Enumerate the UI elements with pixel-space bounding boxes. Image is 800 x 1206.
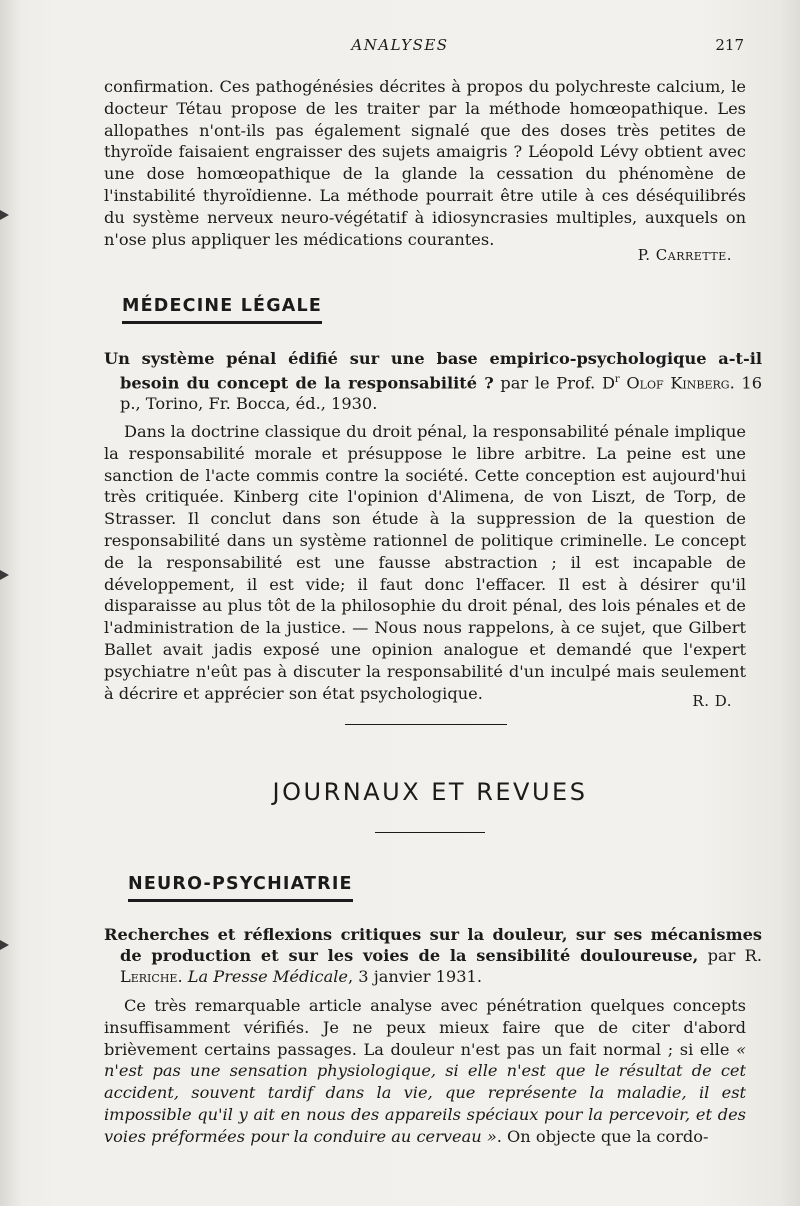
article-title-text: Un système pénal édifié sur une base empirico-psychologique a-t-il besoin du concept de la responsabilité ? — [104, 349, 762, 393]
article-ref-pre: par le Prof. D — [500, 373, 615, 393]
signature-rd: R. D. — [692, 692, 732, 710]
leriche-body-end: . On objecte que la cordo- — [496, 1126, 709, 1146]
section-heading-neuro-psychiatrie: NEURO-PSYCHIATRIE — [128, 874, 353, 902]
running-title: ANALYSES — [351, 36, 449, 54]
continuation-paragraph: confirmation. Ces pathogénésies décrites à propos du polychreste calcium, le docteur Tétau propose de les traiter par la méthode homœopathique. Les allopathes n'ont-ils pas également signalé que des doses très petites de thyroïde faisaient engraisser des sujets amaigris ? Léopold Lévy obtient avec une dose homœopathique de la glande la cessation du phénomène de l'instabilité thyroïdienne. La méthode pourrait être utile à ces déséquilibrés du système nerveux neuro-végétatif à idiosyncrasies multiples, auxquels on n'ose plus appliquer les médications courantes. — [104, 77, 746, 249]
article-ref-sup: r — [614, 374, 620, 385]
heading-journaux-et-revues: JOURNAUX ET REVUES — [272, 778, 588, 806]
margin-scan-mark — [0, 210, 9, 220]
running-head — [0, 36, 800, 56]
leriche-quote: « n'est pas une sensation physiologique, si elle n'est que le résultat de cet accident, souvent tardif dans la vie, que représente la maladie, il est impossible qu'il y ait en nous des appareils spéciaux pour la percevoir, et des voies préformées pour la conduire au cerveau » — [104, 1039, 746, 1146]
article-journal: La Presse Médicale — [187, 967, 349, 986]
kinberg-review-paragraph: Dans la doctrine classique du droit pénal, la responsabilité pénale implique la responsabilité morale et présuppose le libre arbitre. La peine est une sanction de l'acte commis contre la société. Cette conception est aujourd'hui très critiquée. Kinberg cite l'opinion d'Alimena, de von Liszt, de Torp, de Strasser. Il conclut dans son étude à la suppression de la question de responsabilité dans un système rationnel de politique criminelle. Le concept de la responsabilité est une fausse abstraction ; il est incapable de développement, il est vide; il faut donc l'effacer. Il est à désirer qu'il disparaisse au plus tôt de la philosophie du droit pénal, des lois pénales et de l'administration de la justice. — Nous nous rappelons, à ce sujet, que Gilbert Ballet avait jadis exposé une opinion analogue et demandé que l'expert psychiatre n'eût pas à discuter la responsabilité d'un inculpé mais seulement à décrire et apprécier son état psychologique. — [104, 422, 746, 703]
leriche-body-start: Ce très remarquable article analyse avec pénétration quelques concepts insuffisamment vérifiés. Je ne peux mieux faire que de citer d'abord brièvement certains passages. La douleur n'est pas un fait normal ; si elle — [104, 996, 746, 1059]
article-ref-post: . 16 p., Torino, Fr. Bocca, éd., 1930. — [120, 373, 763, 414]
article-title-kinberg — [104, 348, 762, 414]
signature-carrette: P. Carrette. — [637, 246, 732, 264]
page-number: 217 — [715, 36, 744, 54]
article-title-leriche: Recherches et réflexions critiques sur la douleur, sur ses mécanismes de production et sur les voies de la sensibilité douloureuse, par R. Leriche. La Presse Médicale, 3 janvier 1931. — [104, 925, 762, 986]
article-ref-pre-leriche: par — [707, 946, 736, 965]
separator-rule-short — [375, 832, 485, 833]
separator-rule — [345, 724, 507, 725]
section-heading-medecine-legale: MÉDECINE LÉGALE — [122, 296, 322, 324]
margin-scan-mark — [0, 940, 9, 950]
article-title-text-leriche: Recherches et réflexions critiques sur la douleur, sur ses mécanismes de production et sur les voies de la sensibilité douloureuse, — [104, 925, 762, 965]
margin-scan-mark — [0, 570, 9, 580]
leriche-review-paragraph — [104, 995, 746, 1148]
article-date: , 3 janvier 1931. — [348, 967, 482, 986]
article-author: Olof Kinberg — [626, 373, 730, 393]
article-author-leriche: R. Leriche — [120, 946, 762, 986]
